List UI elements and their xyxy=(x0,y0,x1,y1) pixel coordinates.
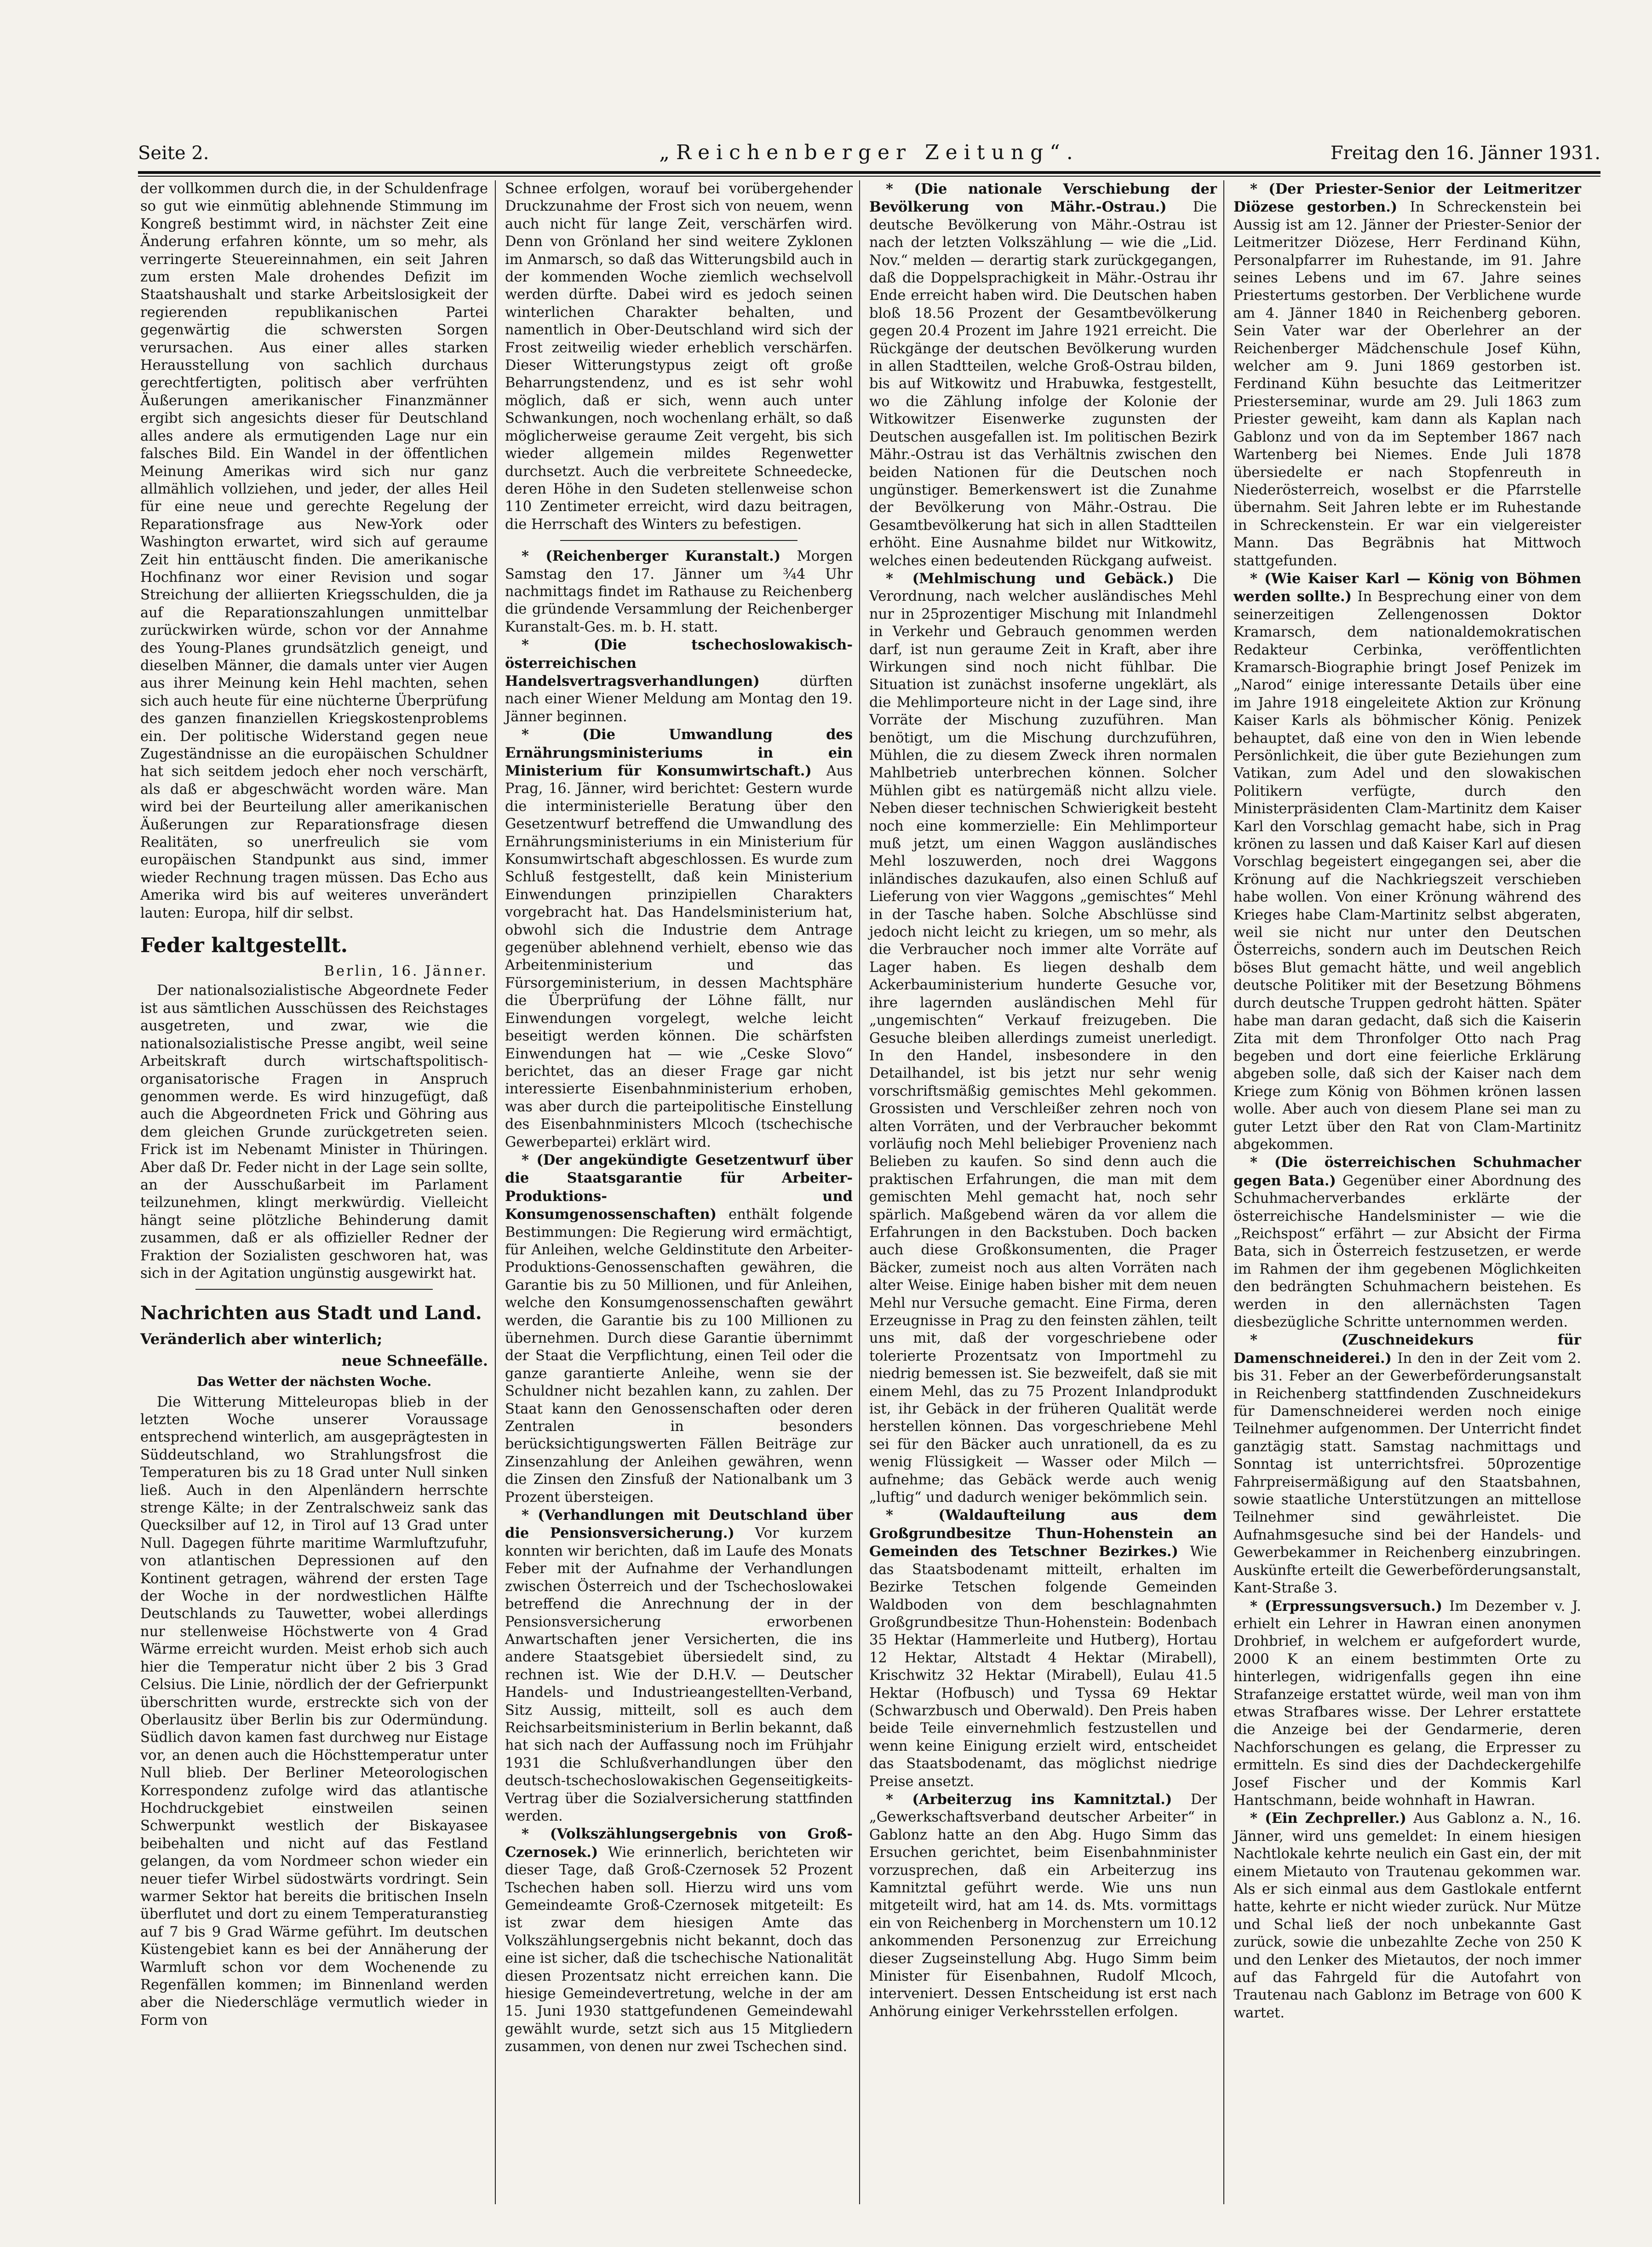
item-head-gesetz: * (Der angekündigte Gesetzentwurf über die Staatsgarantie für Arbeiter-Produktions- und Konsumgenossenschaften) xyxy=(505,1151,853,1223)
article-body-feder: Der nationalsozialistische Abgeordnete Feder ist aus sämtlichen Ausschüssen des Reichstages ausgetreten, und zwar, wie die nationalsozialistische Presse angibt, weil seine Arbeitskraft durch wirtschaftspolitisch-organisatorische Fragen in Anspruch genommen werde. Es wird hinzugefügt, daß auch die Abgeordneten Frick und Göhring aus dem gleichen Grunde zurückgetreten seien. Frick ist im Nebenamt Minister in Thüringen. Aber daß Dr. Feder nicht in der Lage sein sollte, an der Ausschußarbeit im Parlament teilzunehmen, klingt merkwürdig. Vielleicht hängt seine plötzliche Behinderung damit zusammen, daß er als offizieller Redner der Fraktion der Sozialisten geschworen hat, was sich in der Agitation ungünstig ausgewirkt hat. xyxy=(140,983,488,1282)
item-body-zechpreller: Aus Gablonz a. N., 16. Jänner, wird uns gemeldet: In einem hiesigen Nachtlokale kehrte neulich ein Gast ein, der mit einem Mietauto von Trautenau gekommen war. Als er sich einmal aus dem Gastlokale entfernt hatte, kehrte er nicht wieder zurück. Nur Mütze und Schal ließ der noch unbekannte Gast zurück, sowie die unbezahlte Zeche von 250 K und den Lenker des Mietautos, der noch immer auf das Fahrgeld für die Autofahrt von Trautenau nach Gablonz im Betrage von 600 K wartet. xyxy=(1233,1810,1581,2021)
article-body-weather: Die Witterung Mitteleuropas blieb in der letzten Woche unserer Voraussage entsprechend winterlich, am ausgeprägtesten in Süddeutschland, wo Strahlungsfrost die Temperaturen bis zu 18 Grad unter Null sinken ließ. Auch in den Alpenländern herrschte strenge Kälte; in der Zentralschweiz sank das Quecksilber auf 12, in Tirol auf 13 Grad unter Null. Dagegen führte maritime Warmluftzufuhr, von atlantischen Depressionen auf den Kontinent getragen, während der ersten Tage der Woche in der nordwestlichen Hälfte Deutschlands zu Tauwetter, wobei allerdings nur stellenweise Höchstwerte von 4 Grad Wärme erreicht wurden. Meist erhob sich auch hier die Temperatur nicht über 2 bis 3 Grad Celsius. Die Linie, nördlich der der Gefrierpunkt überschritten wurde, erstreckte sich von der Oberlausitz über Berlin bis zur Odermündung. Südlich davon kamen fast durchweg nur Eistage vor, an denen auch die Höchsttemperatur unter Null blieb. Der Berliner Meteorologischen Korrespondenz zufolge wird das atlantische Hochdruckgebiet einstweilen seinen Schwerpunkt westlich der Biskayasee beibehalten und nicht auf das Festland gelangen, da vom Nordmeer schon wieder ein neuer tiefer Wirbel südostwärts vordringt. Sein warmer Sektor hat bereits die britischen Inseln überflutet und dort zu einem Temperaturanstieg auf 7 bis 9 Grad Wärme geführt. Im deutschen Küstengebiet kann es bei der Annäherung der Warmluft schon vor dem Wochenende zu Regenfällen kommen; im Binnenland werden aber die Niederschläge vermutlich wieder in Form von xyxy=(140,1394,488,2029)
item-head-kaiser-karl: * (Wie Kaiser Karl — König von Böhmen werden sollte.) xyxy=(1233,570,1581,605)
item-body-zuschneidekurs: In den in der Zeit vom 2. bis 31. Feber an der Gewerbeförderungsanstalt in Reichenberg stattfindenden Zuschneidekurs für Damenschneiderei werden noch einige Teilnehmer aufgenommen. Der Unterricht findet ganztägig statt. Samstag nachmittags und Sonntag ist unterrichtsfrei. 50prozentige Fahrpreisermäßigung auf den Staatsbahnen, sowie staatliche Unterstützungen an mittellose Teilnehmer sind gewährleistet. Die Aufnahmsgesuche sind bei der Handels- und Gewerbekammer in Reichenberg einzubringen. Auskünfte erteilt die Gewerbeförderungsanstalt, Kant-Straße 3. xyxy=(1233,1350,1582,1597)
item-head-arbeiterzug: * (Arbeiterzug ins Kamnitztal.) xyxy=(886,1791,1172,1808)
column-3 xyxy=(869,180,1217,2021)
item-head-priester: * (Der Priester-Senior der Leitmeritzer Diözese gestorben.) xyxy=(1233,181,1581,216)
header-rule-thin xyxy=(138,176,1600,177)
separator xyxy=(560,540,797,541)
page-number: Seite 2. xyxy=(138,143,209,164)
item-head-erpressung: * (Erpressungsversuch.) xyxy=(1250,1598,1443,1615)
page-header xyxy=(138,136,1600,176)
item-body-handel: dürften nach einer Wiener Meldung am Montag den 19. Jänner beginnen. xyxy=(505,673,853,725)
item-head-verhandlungen: * (Verhandlungen mit Deutschland über die Pensionsversicherung.) xyxy=(505,1507,853,1542)
column-4 xyxy=(1233,180,1581,2022)
item-body-verhandlungen: Vor kurzem konnten wir berichten, daß im Laufe des Monats Feber mit der Aufnahme der Verhandlungen zwischen Österreich und der Tschechoslowakei betreffend die Anrechnung der in der Pensionsversicherung erworbenen Anwartschaften jener Versicherten, die ins andere Staatsgebiet übersiedelt sind, zu rechnen ist. Wie der D.H.V. — Deutscher Handels- und Industrieangestellten-Verband, Sitz Aussig, mitteilt, soll es auch dem Reichsarbeitsministerium in Berlin bekannt, daß hat sich nach der Auffassung noch im Frühjahr 1931 die Schlußverhandlungen über den deutsch-tschechoslowakischen Gegenseitigkeits-Vertrag über die Sozialversicherung stattfinden werden. xyxy=(505,1525,853,1824)
weather-subhead-2: neue Schneefälle. xyxy=(341,1351,488,1369)
item-body-wald: Wie das Staatsbodenamt mitteilt, erhalten im Bezirke Tetschen folgende Gemeinden Waldboden von dem beschlagnahmten Großgrundbesitze Thun-Hohenstein: Bodenbach 35 Hektar (Hammerleite und Hutberg), Hortau 12 Hektar, Altstadt 4 Hektar (Mirabell), Krischwitz 32 Hektar (Mirabell), Eulau 41.5 Hektar (Hofbusch) und Tyssa 69 Hektar (Schwarzbusch und Oberwald). Den Preis haben beide Teile einvernehmlich festzustellen und wenn keine Einigung erzielt wird, entscheidet das Staatsbodenamt, das möglichst niedrige Preise ansetzt. xyxy=(869,1544,1217,1790)
item-head-wald: * (Waldaufteilung aus dem Großgrundbesitze Thun-Hohenstein an Gemeinden des Tetschner Bezirkes.) xyxy=(869,1507,1217,1560)
article-continuation: Schnee erfolgen, worauf bei vorübergehender Druckzunahme der Frost sich von neuem, wenn auch nicht für lange Zeit, verschärfen wird. Denn von Grönland her sind weitere Zyklonen im Anmarsch, so daß das Witterungsbild auch in der kommenden Woche ziemlich wechselvoll werden dürfte. Dabei wird es jedoch seinen winterlichen Charakter behalten, und namentlich in Ober-Deutschland wird sich der Frost zeitweilig wieder erheblich verschärfen. Dieser Witterungstypus zeigt oft große Beharrungstendenz, und es ist sehr wohl möglich, daß er sich, wenn auch unter Schwankungen, noch wochenlang erhält, so daß möglicherweise geraume Zeit vergeht, bis sich wieder allgemein mildes Regenwetter durchsetzt. Auch die verbreitete Schneedecke, deren Höhe in den Sudeten stellenweise schon 110 Zentimeter erreicht, wird dazu beitragen, die Herrschaft des Winters zu befestigen. xyxy=(505,181,853,533)
item-head-zuschneidekurs: * (Zuschneidekurs für Damenschneiderei.) xyxy=(1233,1332,1581,1367)
column-2 xyxy=(505,180,853,2056)
dateline: Berlin, 16. Jänner. xyxy=(324,963,488,980)
item-head-zechpreller: * (Ein Zechpreller.) xyxy=(1250,1810,1406,1827)
item-head-volkszaehlung: * (Volkszählungsergebnis von Groß-Czernosek.) xyxy=(505,1826,853,1861)
header-rule xyxy=(138,171,1600,174)
article-continuation: der vollkommen durch die, in der Schuldenfrage so gut wie einmütig ablehnende Stimmung im Kongreß bestimmt wird, in nächster Zeit eine Änderung erfahren könnte, um so mehr, als verringerte Steuereinnahmen, ein seit Jahren zum ersten Male drohendes Defizit im Staatshaushalt und starke Arbeitslosigkeit der regierenden republikanischen Partei gegenwärtig die schwersten Sorgen verursachen. Aus einer alles starken Herausstellung von sachlich durchaus gerechtfertigten, politisch aber verfrühten Äußerungen amerikanischer Finanzmänner ergibt sich angesichts dieser für Deutschland alles andere als ermutigenden Lage nur ein falsches Bild. Ein Wandel in der öffentlichen Meinung Amerikas wird sich nur ganz allmählich vollziehen, und jeder, der alles Heil für eine neue und gerechte Regelung der Reparationsfrage aus New-York oder Washington erwartet, wird sich auf geraume Zeit hin enttäuscht finden. Die amerikanische Hochfinanz wor einer Revision und sogar Streichung der alliierten Kriegsschulden, die ja auf die Reparationszahlungen unmittelbar zurückwirken würde, schon vor der Annahme des Young-Planes grundsätzlich geneigt, und dieselben Männer, die damals unter vier Augen aus ihrer Meinung kein Hehl machten, sehen sich auch heute für eine nüchterne Überprüfung des ganzen finanziellen Kriegskostenproblems ein. Der politische Widerstand gegen neue Zugeständnisse an die europäischen Schuldner hat sich seitdem jedoch eher noch verschärft, als daß er abgeschwächt worden wäre. Man wird bei der Beurteilung aller amerikanischen Äußerungen zur Reparationsfrage diesen Realitäten, so unerfreulich sie vom europäischen Standpunkt aus sind, immer wieder Rechnung tragen müssen. Das Echo aus Amerika wird bis auf weiteres unverändert lauten: Europa, hilf dir selbst. xyxy=(140,181,488,921)
item-head-nationale: * (Die nationale Verschiebung der Bevölkerung von Mähr.-Ostrau.) xyxy=(869,181,1217,216)
item-head-kuranstalt: * (Reichenberger Kuranstalt.) xyxy=(522,548,781,565)
masthead: „Reichenberger Zeitung“. xyxy=(659,141,1079,164)
weather-subhead-3: Das Wetter der nächsten Woche. xyxy=(196,1374,432,1390)
column-divider xyxy=(859,180,860,2204)
item-body-kaiser-karl: In Besprechung einer von dem seinerzeitigen Zellengenossen Doktor Kramarsch, dem nationaldemokratischen Redakteur Cerbinka, veröffentlichten Kramarsch-Biographie bringt Josef Penizek im „Narod“ einige interessante Details über eine im Jahre 1918 eingeleitete Aktion zur Krönung Kaiser Karls als böhmischer König. Penizek behauptet, daß eine von den in Wien lebende Persönlichkeit, die über gute Beziehungen zum Vatikan, zum Adel und den slowakischen Politikern verfügte, durch den Ministerpräsidenten Clam-Martinitz dem Kaiser Karl den Vorschlag gemacht habe, sich in Prag krönen zu lassen und daß Kaiser Karl auf diesen Vorschlag begeistert eingegangen sei, aber die Krönung auf die Nachkriegszeit verschieben habe wollen. Von einer Krönung während des Krieges habe Clam-Martinitz selbst abgeraten, weil sie nicht nur unter den Deutschen Österreichs, sondern auch im Deutschen Reich böses Blut gemacht hätte, und weil angeblich deutsche Politiker mit der Besetzung Böhmens durch deutsche Truppen gedroht hätten. Später habe man daran gedacht, daß sich die Kaiserin Zita mit dem Thronfolger Otto nach Prag begeben und dort eine feierliche Erklärung abgeben solle, daß sich der Kaiser nach dem Kriege zum König von Böhmen krönen lassen wolle. Aber auch von diesem Plane sei man zu guter Letzt über den Rat von Clam-Martinitz abgekommen. xyxy=(1233,589,1582,1153)
item-body-nationale: Die deutsche Bevölkerung von Mähr.-Ostrau ist nach der letzten Volkszählung — wie die „Lid. Nov.“ melden — derartig stark zurückgegangen, daß die Doppelsprachigkeit in Mähr.-Ostrau ihr Ende erreicht haben wird. Die Deutschen haben bloß 18.56 Prozent der Gesamtbevölkerung gegen 20.4 Prozent im Jahre 1921 erreicht. Die Rückgänge der deutschen Bevölkerung wurden in allen Stadtteilen, welche Groß-Ostrau bilden, bis auf Witkowitz und Hrabuwka, festgestellt, wo die Zählung infolge der Kolonie der Witkowitzer Eisenwerke zugunsten der Deutschen ausgefallen ist. Im politischen Bezirk Mähr.-Ostrau ist das Verhältnis zwischen den beiden Nationen für die Deutschen noch ungünstiger. Bemerkenswert ist die Zunahme der Bevölkerung von Mähr.-Ostrau. Die Gesamtbevölkerung hat sich in allen Stadtteilen erhöht. Eine Ausnahme bildet nur Witkowitz, welches einen bedeutenden Rückgang aufweist. xyxy=(869,199,1217,569)
item-body-ernaehrung: Aus Prag, 16. Jänner, wird berichtet: Gestern wurde die interministerielle Beratung über den Gesetzentwurf betreffend die Umwandlung des Ernährungsministeriums in ein Ministerium für Konsumwirtschaft abgeschlossen. Es wurde zum Schluß festgestellt, daß kein Ministerium Einwendungen prinzipiellen Charakters vorgebracht hat. Das Handelsministerium hat, obwohl sich die Industrie dem Antrage gegenüber ablehnend verhielt, ebenso wie das Arbeitenministerium und das Fürsorgeministerium, in dessen Machtsphäre die Überprüfung der Löhne fällt, nur Einwendungen vorgelegt, welche leicht beseitigt werden können. Die schärfsten Einwendungen hat — wie „Ceske Slovo“ berichtet, das an dieser Frage gar nicht interessierte Eisenbahnministerium erhoben, was aber durch die parteipolitische Einstellung des Eisenbahnministers Mlcoch (tschechische Gewerbepartei) erklärt wird. xyxy=(505,763,853,1150)
column-divider xyxy=(495,180,496,2204)
article-headline-feder: Feder kaltgestellt. xyxy=(140,934,348,958)
column-divider xyxy=(1223,180,1224,2204)
column-1 xyxy=(140,180,488,2029)
item-head-ernaehrung: * (Die Umwandlung des Ernährungsministeriums in ein Ministerium für Konsumwirtschaft.) xyxy=(505,726,853,779)
weather-subhead: Veränderlich aber winterlich; xyxy=(140,1330,383,1348)
item-body-mehl: Die Verordnung, nach welcher ausländisches Mehl nur in 25prozentiger Mischung mit Inlandmehl in Verkehr und Gebrauch genommen werden darf, ist nun geraume Zeit in Kraft, aber ihre Wirkungen sind noch nicht fühlbar. Die Situation ist zunächst insoferne ungeklärt, als die Mehlimporteure nicht in der Lage sind, ihre Vorräte der Mischung zuzuführen. Man benötigt, um die Mischung durchzuführen, Mühlen, die zu diesem Zweck ihren normalen Mahlbetrieb unterbrechen können. Solcher Mühlen gibt es natürgemäß nicht allzu viele. Neben dieser technischen Schwierigkeit besteht noch eine kommerzielle: Ein Mehlimporteur muß jetzt, um einen Waggon ausländisches Mehl loszuwerden, noch drei Waggons inländisches dazukaufen, also einen Schluß auf Lieferung von vier Waggons „gemischtes“ Mehl in der Tasche haben. Solche Abschlüsse sind jedoch nicht leicht zu kriegen, um so mehr, als die Verbraucher noch immer alte Vorräte auf Lager haben. Es liegen deshalb dem Ackerbauministerium hunderte Gesuche vor, ihre lagernden ausländischen Mehl für „ungemischten“ Verkauf freizugeben. Die Gesuche bleiben allerdings zumeist unerledigt. In den Handel, insbesondere in den Detailhandel, ist bis jetzt nur sehr wenig vorschriftsmäßig gemischtes Mehl gekommen. Grossisten und Verschleißer zehren noch von alten Vorräten, und der Verbraucher bekommt vorläufig noch Mehl beliebiger Provenienz nach Belieben zu kaufen. So sind denn auch die praktischen Erfahrungen, die man mit dem gemischten Mehl gemacht hat, noch sehr spärlich. Maßgebend wären da vor allem die Erfahrungen in den Backstuben. Doch backen auch diese Großkonsumenten, die Prager Bäcker, zumeist noch aus alten Vorräten nach alter Weise. Einige haben bisher mit dem neuen Mehl nur Versuche gemacht. Eine Firma, deren Erzeugnisse in Prag zu den feinsten zählen, teilt uns mit, daß der vorgeschriebene oder tolerierte Prozentsatz von Importmehl zu niedrig bemessen ist. Sie bezweifelt, daß sie mit einem Mehl, das zu 75 Prozent Inlandprodukt ist, ihr Gebäck in der früheren Qualität werde herstellen können. Das vorgeschriebene Mehl sei für den Bäcker auch unrationell, da es zu wenig Flüssigkeit — Wasser oder Milch — aufnehme; das Gebäck werde auch wenig „luftig“ und dadurch weniger bekömmlich sein. xyxy=(869,570,1217,1506)
item-head-schuhmacher: * (Die österreichischen Schuhmacher gegen Bata.) xyxy=(1233,1154,1581,1189)
item-body-arbeiterzug: Der „Gewerkschaftsverband deutscher Arbeiter“ in Gablonz hatte an den Abg. Hugo Simm das Ersuchen gerichtet, beim Eisenbahnminister vorzusprechen, daß ein Arbeiterzug ins Kamnitztal geführt werde. Wie uns nun mitgeteilt wird, hat am 14. ds. Mts. vormittags ein von Reichenberg in Morchenstern um 10.12 ankommenden Personenzug zur Erreichung dieser Zugseinstellung Abg. Hugo Simm beim Minister für Eisenbahnen, Rudolf Mlcoch, interveniert. Dessen Entscheidung ist erst nach Anhörung einiger Verkehrsstellen erfolgen. xyxy=(869,1791,1217,2020)
item-body-kuranstalt: Morgen Samstag den 17. Jänner um ¾4 Uhr nachmittags findet im Rathause zu Reichenberg die gründende Versammlung der Reichenberger Kuranstalt-Ges. m. b. H. statt. xyxy=(505,548,853,635)
item-body-gesetz: enthält folgende Bestimmungen: Die Regierung wird ermächtigt, für Anleihen, welche Geldinstitute den Arbeiter-Produktions-Genossenschaften gewähren, die Garantie bis zu 50 Millionen, und für Anleihen, welche den Konsumgenossenschaften gewährt werden, die Garantie bis zu 100 Millionen zu übernehmen. Durch diese Garantie übernimmt der Staat die Verpflichtung, einen Teil oder die ganze garantierte Anleihe, wenn sie der Schuldner nicht bezahlen kann, zu zahlen. Der Staat kann den Genossenschaften oder deren Zentralen in besonders berücksichtigungswerten Fällen Beiträge zur Zinsenzahlung der Anleihen gewähren, wenn die Zinsen den Zinsfuß der Nationalbank um 3 Prozent übersteigen. xyxy=(505,1207,853,1506)
item-head-handel: * (Die tschechoslowakisch-österreichischen Handelsvertragsverhandlungen) xyxy=(505,637,853,690)
item-body-priester: In Schreckenstein bei Aussig ist am 12. Jänner der Priester-Senior der Leitmeritzer Diözese, Herr Ferdinand Kühn, Personalpfarrer im Ruhestande, im 91. Jahre seines Lebens und im 67. Jahre seines Priestertums gestorben. Der Verblichene wurde am 4. Jänner 1840 in Reichenberg geboren. Sein Vater war der Oberlehrer an der Reichenberger Mädchenschule Josef Kühn, welcher am 9. Juni 1869 gestorben ist. Ferdinand Kühn besuchte das Leitmeritzer Priesterseminar, wurde am 29. Juli 1863 zum Priester geweiht, kam dann als Kaplan nach Gablonz und von da im September 1867 nach Wartenberg bei Niemes. Ende Juli 1878 übersiedelte er nach Stopfenreuth in Niederösterreich, woselbst er die Pfarrstelle übernahm. Seit Jahren lebte er im Ruhestande in Schreckenstein. Er war ein vielgereister Mann. Das Begräbnis hat Mittwoch stattgefunden. xyxy=(1233,199,1581,569)
item-body-erpressung: Im Dezember v. J. erhielt ein Lehrer in Hawran einen anonymen Drohbrief, in welchem er aufgefordert wurde, 2000 K an einem bestimmten Orte zu hinterlegen, widrigenfalls gegen ihn eine Strafanzeige erstattet würde, weil man von ihm etwas Strafbares wisse. Der Lehrer erstattete die Anzeige bei der Gendarmerie, deren Nachforschungen es gelang, die Erpresser zu ermitteln. Es sind dies der Dachdeckergehilfe Josef Fischer und der Kommis Karl Hantschmann, beide wohnhaft in Hawran. xyxy=(1233,1598,1581,1809)
section-headline-news: Nachrichten aus Stadt und Land. xyxy=(140,1302,482,1324)
item-body-schuhmacher: Gegenüber einer Abordnung des Schuhmacherverbandes erklärte der österreichische Handelsminister — wie die „Reichspost“ erfährt — zur Absicht der Firma Bata, sich in Österreich festzusetzen, er werde im Rahmen der ihm gegebenen Möglichkeiten den bedrängten Schuhmachern beistehen. Es werden in den allernächsten Tagen diesbezügliche Schritte unternommen werden. xyxy=(1233,1172,1582,1330)
item-body-volkszaehlung: Wie erinnerlich, berichteten wir dieser Tage, daß Groß-Czernosek 52 Prozent Tschechen haben soll. Hierzu wird uns vom Gemeindeamte Groß-Czernosek mitgeteilt: Es ist zwar dem hiesigen Amte das Volkszählungsergebnis nicht bekannt, doch das eine ist sicher, daß die tschechische Nationalität diesen Prozentsatz nicht erreichen kann. Die hiesige Gemeindevertretung, welche in der am 15. Juni 1930 stattgefundenen Gemeindewahl gewählt wurde, setzt sich aus 15 Mitgliedern zusammen, von denen nur zwei Tschechen sind. xyxy=(505,1844,853,2055)
separator xyxy=(195,1289,433,1290)
issue-date: Freitag den 16. Jänner 1931. xyxy=(1330,143,1600,164)
item-head-mehl: * (Mehlmischung und Gebäck.) xyxy=(886,570,1174,587)
